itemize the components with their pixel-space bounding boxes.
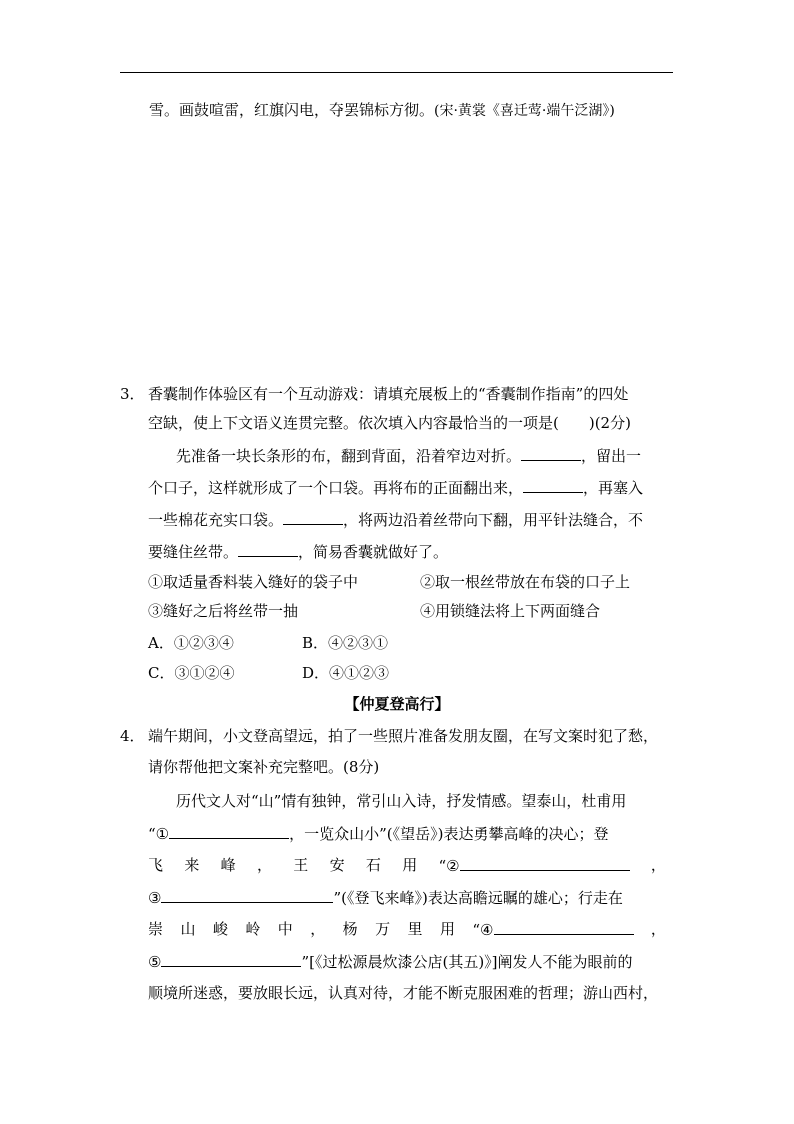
passage-char: 来 <box>184 856 200 874</box>
q3-passage-line1 <box>176 445 641 466</box>
passage-text: 一些棉花充实口袋。 <box>148 511 284 529</box>
passage-char: “④ <box>472 921 494 939</box>
passage-text: 个口子，这样就形成了一个口袋。再将布的正面翻出来， <box>148 479 524 497</box>
passage-text: 要缝住丝带。 <box>148 543 239 561</box>
q4-passage-line3 <box>148 855 666 876</box>
section-heading: 【仲夏登高行】 <box>344 695 450 713</box>
q3-item-3: ③缝好之后将丝带一抽 <box>148 602 299 620</box>
q4-passage-line7: 顺境所迷惑，要放眼长远，认真对待，才能不断克服困难的哲理；游山西村， <box>148 984 659 1002</box>
q4-number: 4． <box>120 727 145 745</box>
passage-char: 峰 <box>220 856 236 874</box>
poem-continuation <box>149 100 615 121</box>
passage-text: ③ <box>148 889 162 907</box>
q3-item-1: ①取适量香料装入缝好的袋子中 <box>148 573 359 591</box>
q4-passage-line4 <box>148 887 623 908</box>
q3-choice-b: B．④②③① <box>302 634 389 652</box>
answer-blank-3 <box>161 887 333 903</box>
poem-text: 雪。画鼓喧雷，红旗闪电，夺罢锦标方彻。 <box>149 101 435 119</box>
passage-char: 用 <box>439 920 455 938</box>
q3-passage-line2 <box>148 477 643 498</box>
q4-passage-line5 <box>148 919 666 940</box>
passage-char: ， <box>310 920 326 938</box>
passage-char: “② <box>438 857 460 875</box>
q3-passage-line4 <box>148 541 448 562</box>
answer-blank-4 <box>494 919 634 935</box>
passage-char: 安 <box>329 856 345 874</box>
q3-item-4: ④用锁缝法将上下两面缝合 <box>420 602 601 620</box>
passage-char: 峻 <box>212 920 228 938</box>
q3-choice-a: A．①②③④ <box>148 634 234 652</box>
passage-char: ， <box>650 856 666 874</box>
passage-text: ，一览众山小”(《望岳》)表达勇攀高峰的决心；登 <box>289 825 609 843</box>
passage-blank-group <box>472 919 633 940</box>
passage-char: 山 <box>180 920 196 938</box>
answer-blank <box>523 477 583 493</box>
passage-text: “① <box>148 825 170 843</box>
passage-text: ，简易香囊就做好了。 <box>298 543 449 561</box>
passage-text: ，再塞入 <box>583 479 644 497</box>
passage-char: 岭 <box>245 920 261 938</box>
header-rule <box>120 72 673 73</box>
passage-text: ⑤ <box>148 953 162 971</box>
q3-stem-line1: 香囊制作体验区有一个互动游戏：请填充展板上的“香囊制作指南”的四处 <box>148 385 629 403</box>
passage-char: 崇 <box>148 920 164 938</box>
passage-char: ， <box>256 856 272 874</box>
passage-text: ”(《登飞来峰》)表达高瞻远瞩的雄心；行走在 <box>333 889 623 907</box>
q3-stem-line2: 空缺，使上下文语义连贯完整。依次填入内容最恰当的一项是( )(2分) <box>148 414 631 432</box>
q4-passage-line1: 历代文人对“山”情有独钟，常引山入诗，抒发情感。望泰山，杜甫用 <box>176 792 627 810</box>
passage-text: ，将两边沿着丝带向下翻，用平针法缝合，不 <box>343 511 644 529</box>
passage-char: 王 <box>293 856 309 874</box>
passage-char: 万 <box>375 920 391 938</box>
passage-char: 用 <box>402 856 418 874</box>
q4-stem-line2: 请你帮他把文案补充完整吧。(8分) <box>148 758 380 776</box>
poem-source: (宋·黄裳《喜迁莺·端午泛湖》) <box>434 103 615 119</box>
passage-char: 飞 <box>148 856 164 874</box>
passage-char: 中 <box>277 920 293 938</box>
passage-char: 杨 <box>342 920 358 938</box>
answer-blank-2 <box>460 855 630 871</box>
passage-char: ， <box>650 920 666 938</box>
q3-choice-c: C．③①②④ <box>148 664 235 682</box>
answer-blank-1 <box>169 823 289 839</box>
answer-blank <box>283 509 343 525</box>
passage-char: 里 <box>407 920 423 938</box>
q3-choice-d: D．④①②③ <box>302 664 390 682</box>
passage-text: 先准备一块长条形的布，翻到背面，沿着窄边对折。 <box>176 447 522 465</box>
passage-text: ，留出一 <box>581 447 642 465</box>
passage-text: ”[《过松源晨炊漆公店(其五)》]阐发人不能为眼前的 <box>301 953 633 971</box>
q4-stem-line1: 端午期间，小文登高望远，拍了一些照片准备发朋友圈，在写文案时犯了愁， <box>148 727 659 745</box>
passage-char: 石 <box>365 856 381 874</box>
passage-blank-group <box>439 855 630 876</box>
q4-passage-line6 <box>148 951 633 972</box>
q3-number: 3． <box>120 385 145 403</box>
answer-blank <box>521 445 581 461</box>
q3-passage-line3 <box>148 509 643 530</box>
q4-passage-line2 <box>148 823 609 844</box>
answer-blank <box>238 541 298 557</box>
q3-item-2: ②取一根丝带放在布袋的口子上 <box>420 573 631 591</box>
answer-blank-5 <box>161 951 301 967</box>
